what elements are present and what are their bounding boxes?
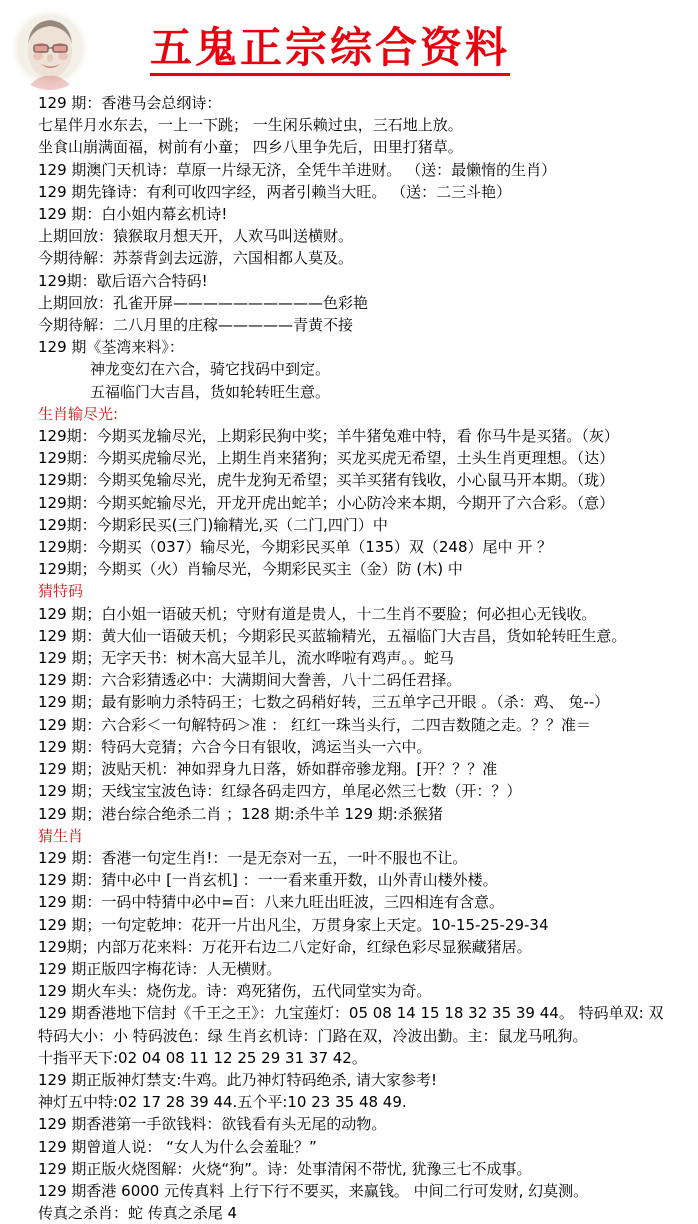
- content-line: 129 期《荃湾来料》：: [38, 338, 184, 357]
- content-line: 五福临门大吉昌，货如轮转旺生意。: [90, 382, 331, 401]
- content-line: 129 期正版四字梅花诗：人无横财。: [38, 959, 282, 978]
- content-line: 129期：今期买蛇输尽光，开龙开虎出蛇羊；小心防冷来本期，今期开了六合彩。（意）: [38, 493, 615, 512]
- portrait-photo: [8, 6, 92, 90]
- content-line: 129期：今期买虎输尽光，上期生肖来猪狗；买龙买虎无希望，土头生肖更理想。（达）: [38, 449, 615, 468]
- content-line: 上期回放：孔雀开屏——————————色彩艳: [38, 293, 369, 312]
- content-line: 129 期；最有影响力杀特码王；七数之码稍好转，三五单字己开眼 。（杀：鸡、 兔--）: [38, 693, 610, 712]
- content-line: 129 期；天线宝宝波色诗：红绿各码走四方，单尾必然三七数（开：？）: [38, 782, 522, 801]
- content-line: 129 期；港台综合绝杀二肖 ；128 期:杀牛羊 129 期:杀猴猪: [38, 804, 443, 823]
- content-line: 十指平天下:02 04 08 11 12 25 29 31 37 42。: [38, 1048, 367, 1067]
- content-line: 129 期先锋诗：有利可收四字经，两者引赖当大旺。 （送：二三斗艳）: [38, 182, 512, 201]
- content-line: 129 期；无字天书：树木高大显羊儿，流水哗啦有鸡声。。蛇马: [38, 649, 454, 668]
- content-line: 129期；内部万花来料：万花开右边二八定好命，红绿色彩尽显猴藏猪居。: [38, 937, 532, 956]
- content-line: 129 期澳门天机诗：草原一片绿无济，全凭牛羊进财。 （送：最懒惰的生肖）: [38, 160, 557, 179]
- content-line: 129 期曾道人说： “女人为什么会羞耻？”: [38, 1137, 317, 1156]
- content-line: 129 期：六合彩猜透必中：大满期间大誊善，八十二码任君择。: [38, 671, 462, 690]
- content-line: 神灯五中特:02 17 28 39 44.五个平:10 23 35 48 49.: [38, 1093, 407, 1112]
- content-line: 传真之杀肖：蛇 传真之杀尾 4: [38, 1204, 238, 1223]
- content-line: 七星伴月水东去，一上一下跳； 一生闲乐赖过虫，三石地上放。: [38, 116, 463, 135]
- content-line: 129期：今期买龙输尽光，上期彩民狗中奖；羊牛猪兔难中特，看 你马牛是买猪。（灰）: [38, 427, 619, 446]
- content-line: 129 期；一句定乾坤：花开一片出凡尘，万贯身家上天定。10-15-25-29-34: [38, 915, 549, 934]
- section-heading: 猜特码: [38, 582, 84, 601]
- content-line: 129 期：香港马会总纲诗：: [38, 94, 222, 112]
- content-line: 上期回放：猿猴取月想天开，人欢马叫送横财。: [38, 227, 354, 246]
- content-line: 129 期：猜中必中 [一肖玄机] ：一一看来重开数，山外青山楼外楼。: [38, 871, 498, 890]
- content-line: 今期待解：苏萘背剑去远游，六国相都人莫及。: [38, 249, 354, 268]
- content-line: 129 期：特码大竞猜；六合今日有银收，鸿运当头一六中。: [38, 737, 432, 756]
- content-line: 129 期：白小姐内幕玄机诗!: [38, 205, 228, 224]
- content-line: 129 期正版神灯禁支:牛鸡。此乃神灯特码绝杀, 请大家参考!: [38, 1070, 438, 1089]
- content-line: 129 期；波贴天机：神如羿身九日落，娇如群帝骖龙翔。[开？？？准: [38, 760, 498, 779]
- content-line: 129期；今期买（火）肖输尽光，今期彩民买主（金）防 (木) 中: [38, 560, 463, 579]
- content-line: 坐食山崩满面福，树前有小童； 四乡八里争先后，田里打猪草。: [38, 138, 463, 157]
- content-line: 今期待解：二八月里的庄稼—————青黄不接: [38, 316, 354, 335]
- content-line: 129 期正版火烧图解：火烧“狗”。诗：处事清闲不带忧, 犹豫三七不成事。: [38, 1159, 532, 1178]
- content-line: 129期：今期买（037）输尽光，今期彩民买单（135）双（248）尾中 开 ？: [38, 538, 553, 557]
- content-line: 129期：今期彩民买(三门)输精光,买（二门,四门）中: [38, 515, 388, 534]
- content-line: 129 期；白小姐一语破天机；守财有道是贵人，十二生肖不要脸；何必担心无钱收。: [38, 604, 597, 623]
- page-title: 五鬼正宗综合资料: [150, 24, 510, 76]
- title-wrap: [150, 24, 570, 76]
- content-line: 129 期火车头：烧伤龙。诗：鸡死猪伤，五代同堂实为奇。: [38, 982, 432, 1001]
- section-heading: 生肖输尽光:: [38, 404, 119, 423]
- content-line: 129期：歇后语六合特码!: [38, 271, 208, 290]
- content-line: 神龙变幻在六合，骑它找码中到定。: [90, 360, 331, 379]
- content-line: 129 期：黄大仙一语破天机；今期彩民买蓝输精光，五福临门大吉昌，货如轮转旺生意。: [38, 626, 627, 645]
- content-body: [0, 92, 698, 1224]
- section-heading: 猜生肖: [38, 826, 84, 845]
- content-line: 129 期：六合彩＜一句解特码＞准 ： 红红一珠当头行，二四吉数随之走。？？准＝: [38, 715, 591, 734]
- page-header: [0, 0, 698, 92]
- content-line: 129期：今期买兔输尽光，虎牛龙狗无希望；买羊买猪有钱收，小心鼠马开本期。（珑）: [38, 471, 615, 490]
- content-line: 129 期香港地下信封《千王之王》：九宝莲灯：05 08 14 15 18 32 35 39 44。 特码单双: 双: [38, 1004, 664, 1023]
- content-line: 特码大小：小 特码波色：绿 生肖玄机诗：门路在双，冷波出勤。主：鼠龙马吼狗。: [38, 1026, 588, 1045]
- content-line: 129 期香港 6000 元传真料 上行下行不要买，来赢钱。 中间二行可发财, 幻莫测。: [38, 1181, 589, 1200]
- content-line: 129 期香港第一手欲钱料：欲钱看有头无尾的动物。: [38, 1115, 387, 1134]
- content-line: 129 期：香港一句定生肖!：一是无奈对一五，一叶不服也不让。: [38, 848, 468, 867]
- content-line: 129 期：一码中特猜中必中=百：八来九旺出旺波，三四相连有含意。: [38, 893, 504, 912]
